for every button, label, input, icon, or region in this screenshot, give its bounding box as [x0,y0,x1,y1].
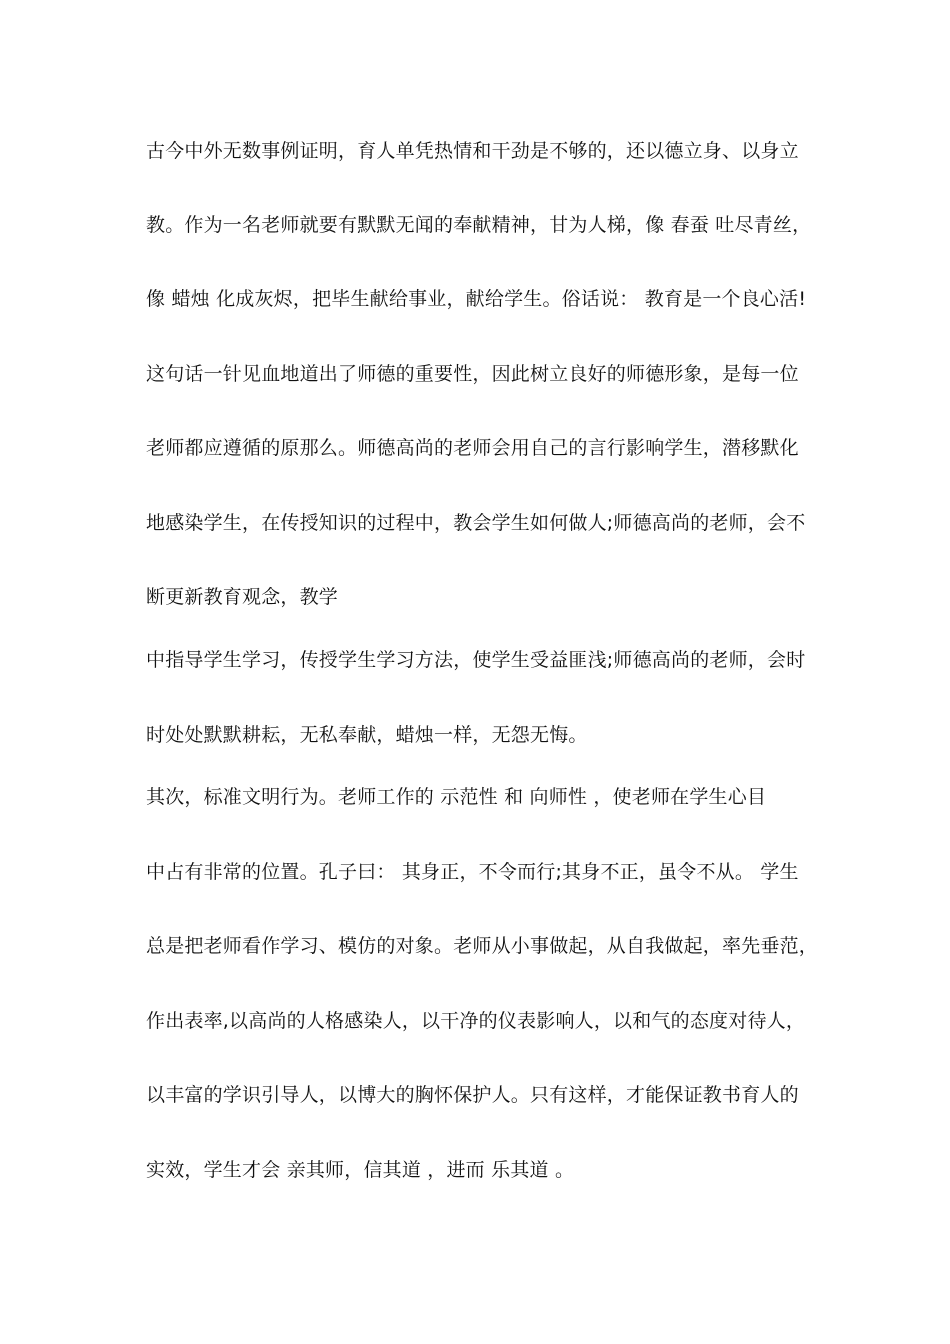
text-line: 其次，标准文明行为。老师工作的 示范性 和 向师性 ，使老师在学生心目 [146,786,767,808]
text-line: 总是把老师看作学习、模仿的对象。老师从小事做起，从自我做起，率先垂范， [146,935,819,957]
text-line: 这句话一针见血地道出了师德的重要性，因此树立良好的师德形象，是每一位 [146,363,799,385]
text-line: 中占有非常的位置。孔子曰： 其身正，不令而行;其身不正，虽令不从。 学生 [146,861,799,883]
text-line: 像 蜡烛 化成灰烬，把毕生献给事业，献给学生。俗话说： 教育是一个良心活! [146,288,807,310]
text-line: 作出表率,以高尚的人格感染人，以干净的仪表影响人，以和气的态度对待人， [146,1010,806,1032]
text-line: 以丰富的学识引导人，以博大的胸怀保护人。只有这样，才能保证教书育人的 [146,1084,799,1106]
text-line: 地感染学生，在传授知识的过程中，教会学生如何做人;师德高尚的老师，会不 [146,512,806,534]
text-line: 古今中外无数事例证明，育人单凭热情和干劲是不够的，还以德立身、以身立 [146,140,799,162]
text-line: 老师都应遵循的原那么。师德高尚的老师会用自己的言行影响学生，潜移默化 [146,437,799,459]
text-line: 教。作为一名老师就要有默默无闻的奉献精神，甘为人梯，像 春蚕 吐尽青丝， [146,214,812,236]
text-line: 时处处默默耕耘，无私奉献，蜡烛一样，无怨无悔。 [146,724,588,746]
text-line: 实效，学生才会 亲其师，信其道 ，进而 乐其道 。 [146,1159,575,1181]
text-line: 断更新教育观念，教学 [146,586,339,608]
text-line: 中指导学生学习，传授学生学习方法，使学生受益匪浅;师德高尚的老师，会时 [146,649,806,671]
